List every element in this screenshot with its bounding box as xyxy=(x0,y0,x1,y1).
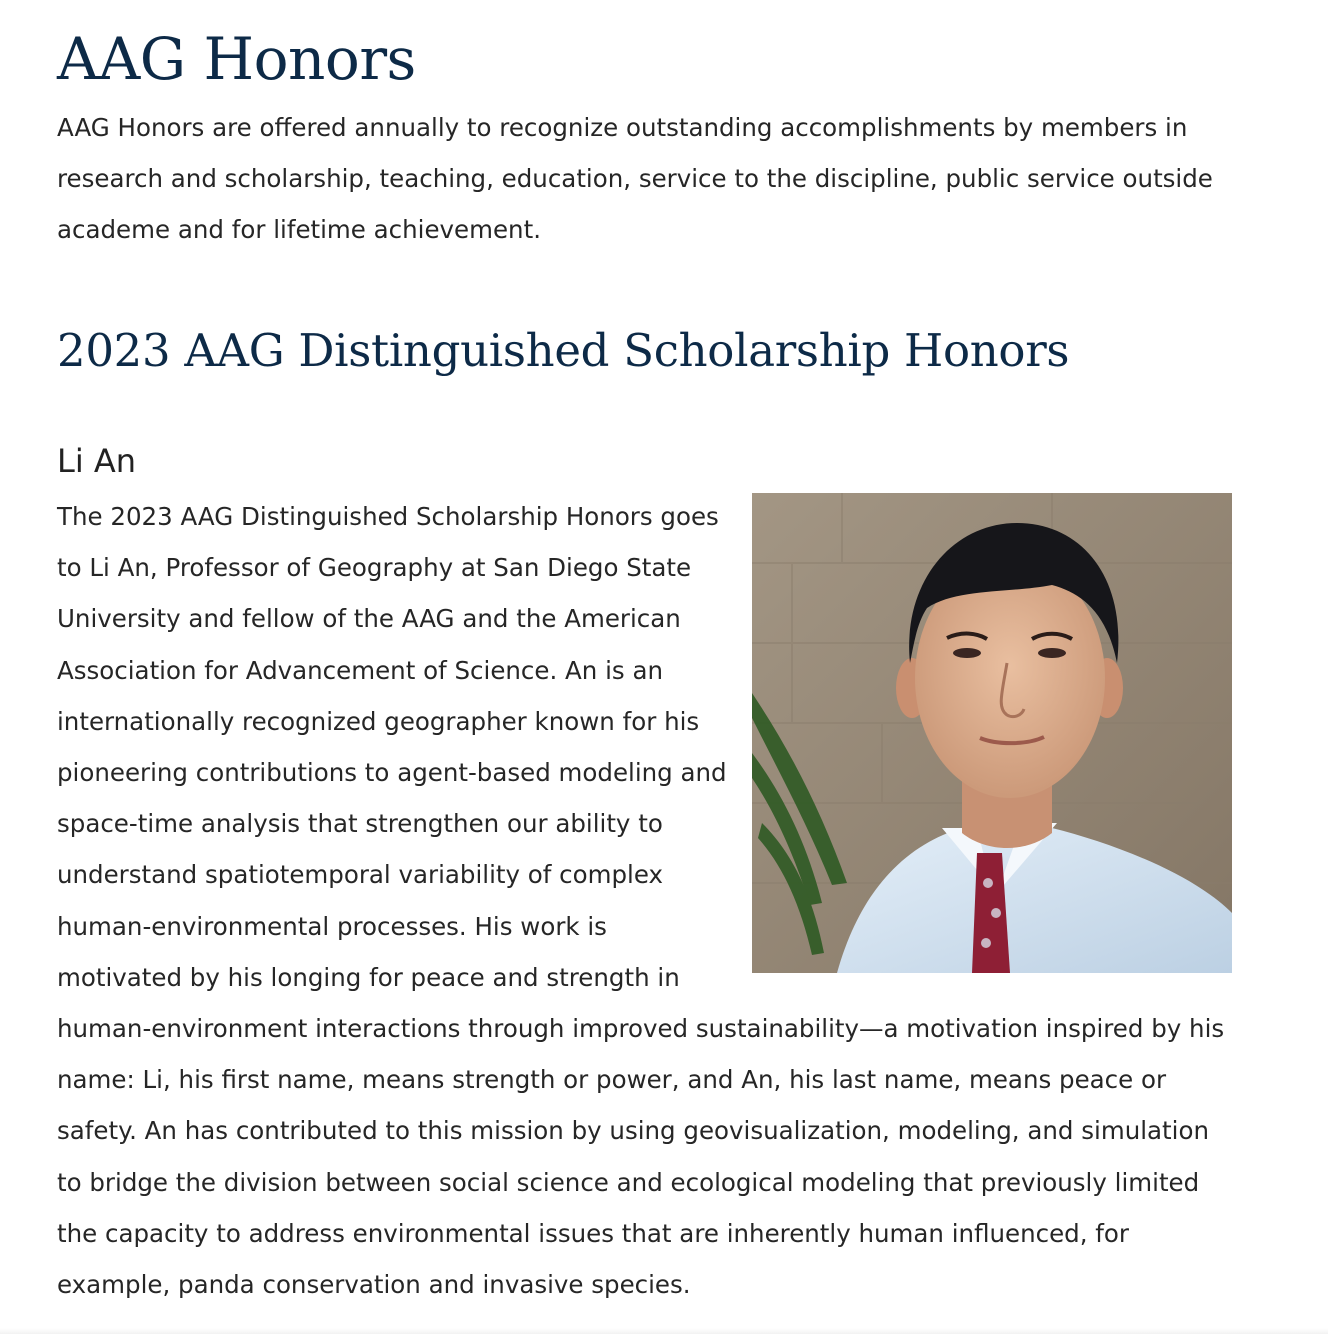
honoree-bio: The 2023 AAG Distinguished Scholarship Honors goes to Li An, Professor of Geography at San Diego State University and fellow of the AAG and the American Association for Advancement of Science. An is an internationally recognized geographer known for his pioneering contributions to agent-based modeling and space-time analysis that strengthen our ability to understand spatiotemporal variability of complex human-environmental processes. His work is motivated by his longing for peace and strength in human-environment interactions through improved sustainability—a motivation inspired by his name: Li, his first name, means strength or power, and An, his last name, means peace or safety. An has contributed to this mission by using geovisualization, modeling, and simulation to bridge the division between social science and ecological modeling that previously limited the capacity to address environmental issues that are inherently human influenced, for example, panda conservation and invasive species. xyxy=(57,502,1225,1300)
section-title: 2023 AAG Distinguished Scholarship Honors xyxy=(57,324,1070,377)
page-content xyxy=(57,0,1232,1310)
intro-paragraph: AAG Honors are offered annually to recognize outstanding accomplishments by members in research and scholarship, teaching, education, service to the discipline, public service outside academe and for lifetime achievement. xyxy=(57,113,1213,244)
page-title: AAG Honors xyxy=(57,25,416,93)
bio-section xyxy=(57,491,1232,1310)
honoree-name: Li An xyxy=(57,442,137,480)
honoree-photo xyxy=(752,493,1232,973)
bottom-divider xyxy=(0,1328,1328,1334)
